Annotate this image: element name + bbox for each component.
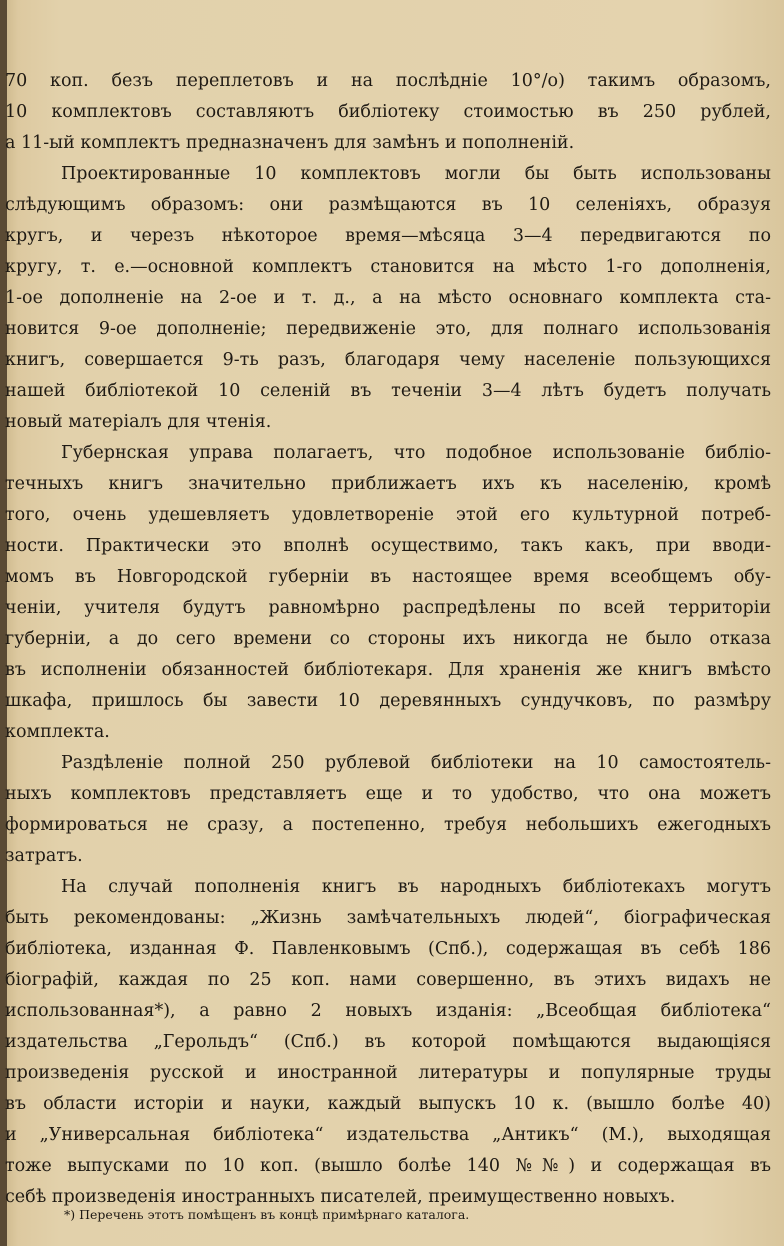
- text-line: 70 коп. безъ переплетовъ и на послѣдніе 10°/о) такимъ образомъ,: [5, 71, 771, 91]
- body-text: [5, 66, 771, 1213]
- text-line: новится 9-ое дополненіе; передвиженіе это, для полнаго использованія: [5, 319, 771, 339]
- text-line: тоже выпусками по 10 коп. (вышло болѣе 140 №№) и содержащая въ: [5, 1156, 771, 1176]
- text-line: комплекта.: [5, 722, 110, 742]
- text-line: На случай пополненія книгъ въ народныхъ библіотекахъ могутъ: [61, 877, 771, 897]
- text-line: 1-ое дополненіе на 2-ое и т. д., а на мѣсто основнаго комплекта ста-: [5, 288, 771, 308]
- text-line: новый матеріалъ для чтенія.: [5, 412, 272, 432]
- text-line: произведенія русской и иностранной литературы и популярные труды: [5, 1063, 771, 1083]
- text-line: ченіи, учителя будутъ равномѣрно распредѣлены по всей территоріи: [5, 598, 771, 618]
- text-line: Губернская управа полагаетъ, что подобное использованіе библіо-: [61, 443, 771, 463]
- text-line: кругъ, и черезъ нѣкоторое время—мѣсяца 3—4 передвигаются по: [5, 226, 771, 246]
- text-line: момъ въ Новгородской губерніи въ настоящее время всеобщемъ обу-: [5, 567, 771, 587]
- text-line: а 11-ый комплектъ предназначенъ для замѣнъ и пополненій.: [5, 133, 575, 153]
- text-line: издательства „Герольдъ“ (Спб.) въ которой помѣщаются выдающіяся: [5, 1032, 771, 1052]
- text-line: слѣдующимъ образомъ: они размѣщаются въ 10 селеніяхъ, образуя: [5, 195, 771, 215]
- text-line: біографій, каждая по 25 коп. нами совершенно, въ этихъ видахъ не: [5, 970, 771, 990]
- text-line: Проектированные 10 комплектовъ могли бы быть использованы: [61, 164, 771, 184]
- text-line: себѣ произведенія иностранныхъ писателей, преимущественно новыхъ.: [5, 1187, 676, 1207]
- text-line: использованная*), а равно 2 новыхъ изданія: „Всеобщая библіотека“: [5, 1001, 771, 1021]
- text-line: губерніи, а до сего времени со стороны ихъ никогда не было отказа: [5, 629, 771, 649]
- text-line: въ области исторіи и науки, каждый выпускъ 10 к. (вышло болѣе 40): [5, 1094, 771, 1114]
- text-line: шкафа, пришлось бы завести 10 деревянныхъ сундучковъ, по размѣру: [5, 691, 771, 711]
- text-line: течныхъ книгъ значительно приближаетъ ихъ къ населенію, кромѣ: [5, 474, 771, 494]
- text-line: затратъ.: [5, 846, 83, 866]
- text-line: формироваться не сразу, а постепенно, требуя небольшихъ ежегодныхъ: [5, 815, 771, 835]
- text-line: нашей библіотекой 10 селеній въ теченіи 3—4 лѣтъ будетъ получать: [5, 381, 771, 401]
- text-line: ныхъ комплектовъ представляетъ еще и то удобство, что она можетъ: [5, 784, 771, 804]
- text-line: библіотека, изданная Ф. Павленковымъ (Спб.), содержащая въ себѣ 186: [5, 939, 771, 959]
- text-line: книгъ, совершается 9-ть разъ, благодаря чему населеніе пользующихся: [5, 350, 771, 370]
- text-line: Раздѣленіе полной 250 рублевой библіотеки на 10 самостоятель-: [61, 753, 771, 773]
- footnote: *) Перечень этотъ помѣщенъ въ концѣ примѣрнаго каталога.: [64, 1207, 470, 1222]
- text-line: кругу, т. е.—основной комплектъ становится на мѣсто 1-го дополненія,: [5, 257, 771, 277]
- text-line: 10 комплектовъ составляютъ библіотеку стоимостью въ 250 рублей,: [5, 102, 771, 122]
- text-line: и „Универсальная библіотека“ издательства „Антикъ“ (М.), выходящая: [5, 1125, 771, 1145]
- text-line: ности. Практически это вполнѣ осуществимо, такъ какъ, при вводи-: [5, 536, 771, 556]
- text-line: въ исполненіи обязанностей библіотекаря. Для храненія же книгъ вмѣсто: [5, 660, 771, 680]
- text-line: быть рекомендованы: „Жизнь замѣчательныхъ людей“, біографическая: [5, 908, 771, 928]
- text-line: того, очень удешевляетъ удовлетвореніе этой его культурной потреб-: [5, 505, 771, 525]
